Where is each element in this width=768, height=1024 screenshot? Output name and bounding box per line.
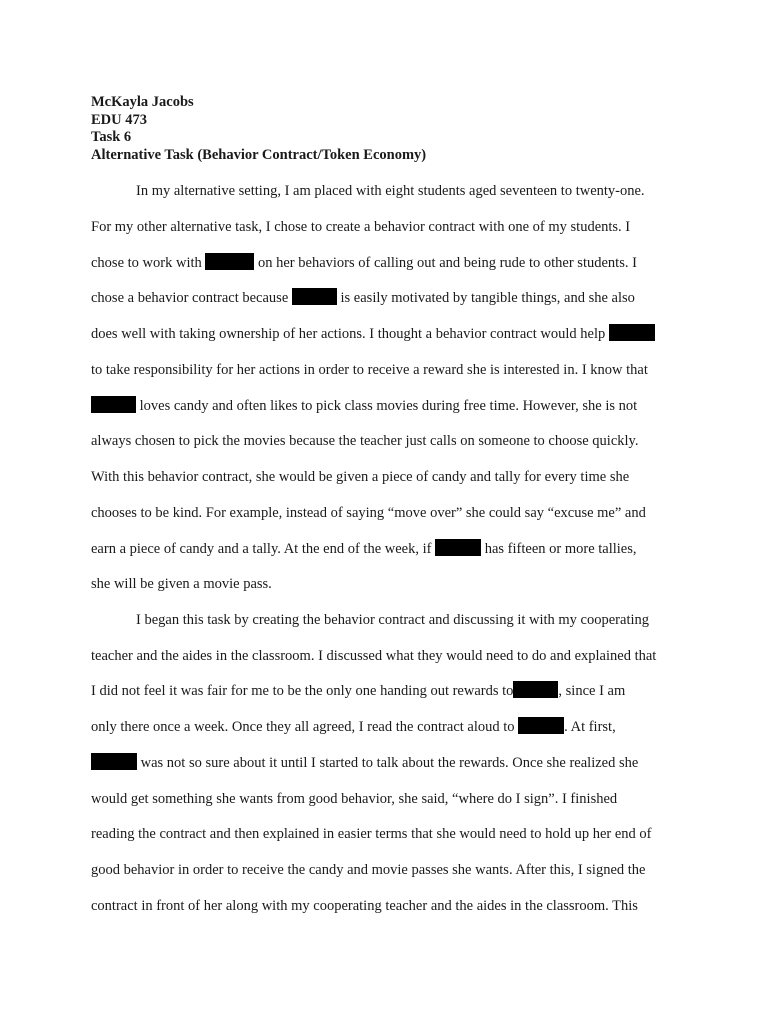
redaction-box <box>518 717 564 734</box>
line-text: loves candy and often likes to pick class movies during free time. However, she is not <box>139 398 638 414</box>
paragraph-line: In my alternative setting, I am placed with eight students aged seventeen to twenty-one. <box>136 183 645 199</box>
redaction-box <box>292 288 337 305</box>
redaction-box <box>91 753 137 770</box>
line-text: chose to work with <box>91 255 202 271</box>
paragraph-line: to take responsibility for her actions in order to receive a reward she is interested in. I know that <box>91 362 648 378</box>
author-name: McKayla Jacobs <box>91 94 194 110</box>
redaction-box <box>435 539 481 556</box>
redaction-box <box>91 396 136 413</box>
paragraph-line <box>91 253 637 273</box>
paragraph-line: chooses to be kind. For example, instead of saying “move over” she could say “excuse me” and <box>91 505 646 521</box>
document-header <box>91 94 691 164</box>
line-text: was not so sure about it until I started to talk about the rewards. Once she realized she <box>140 755 639 771</box>
redaction-box <box>205 253 254 270</box>
task-number: Task 6 <box>91 129 132 145</box>
document-title: Alternative Task (Behavior Contract/Token Economy) <box>91 146 427 163</box>
paragraph-line <box>91 753 638 773</box>
paragraph-line: For my other alternative task, I chose to create a behavior contract with one of my students. I <box>91 219 631 235</box>
paragraph-line: reading the contract and then explained in easier terms that she would need to hold up her end of <box>91 826 652 842</box>
paragraph-line <box>91 396 637 416</box>
line-text: only there once a week. Once they all agreed, I read the contract aloud to <box>91 719 515 735</box>
paragraph-line <box>91 717 616 737</box>
paragraph-line <box>91 324 655 344</box>
paragraph-line <box>91 681 625 701</box>
paragraph-line <box>91 288 635 308</box>
paragraph-line: good behavior in order to receive the candy and movie passes she wants. After this, I signed the <box>91 862 646 878</box>
paragraph-line: contract in front of her along with my cooperating teacher and the aides in the classroom. This <box>91 898 638 914</box>
line-text: chose a behavior contract because <box>91 290 289 306</box>
redaction-box <box>513 681 558 698</box>
paragraph-line: would get something she wants from good behavior, she said, “where do I sign”. I finished <box>91 791 618 807</box>
line-text: has fifteen or more tallies, <box>484 541 637 557</box>
paragraph-line: teacher and the aides in the classroom. I discussed what they would need to do and explained that <box>91 648 657 664</box>
line-text: is easily motivated by tangible things, and she also <box>340 290 635 306</box>
line-text: earn a piece of candy and a tally. At the end of the week, if <box>91 541 432 557</box>
paragraph-line <box>91 539 637 559</box>
course-code: EDU 473 <box>91 111 147 128</box>
line-text: , since I am <box>558 683 626 699</box>
paragraph-line: I began this task by creating the behavior contract and discussing it with my cooperating <box>136 612 650 628</box>
paragraph-line: With this behavior contract, she would be given a piece of candy and tally for every time she <box>91 469 630 485</box>
line-text: I did not feel it was fair for me to be the only one handing out rewards to <box>91 683 514 699</box>
line-text: . At first, <box>564 719 616 735</box>
line-text: on her behaviors of calling out and being rude to other students. I <box>258 255 637 271</box>
line-text: does well with taking ownership of her actions. I thought a behavior contract would help <box>91 326 606 342</box>
paragraph-line: always chosen to pick the movies because the teacher just calls on someone to choose quickly. <box>91 433 639 449</box>
redaction-box <box>609 324 655 341</box>
paragraph-line: she will be given a movie pass. <box>91 576 272 592</box>
